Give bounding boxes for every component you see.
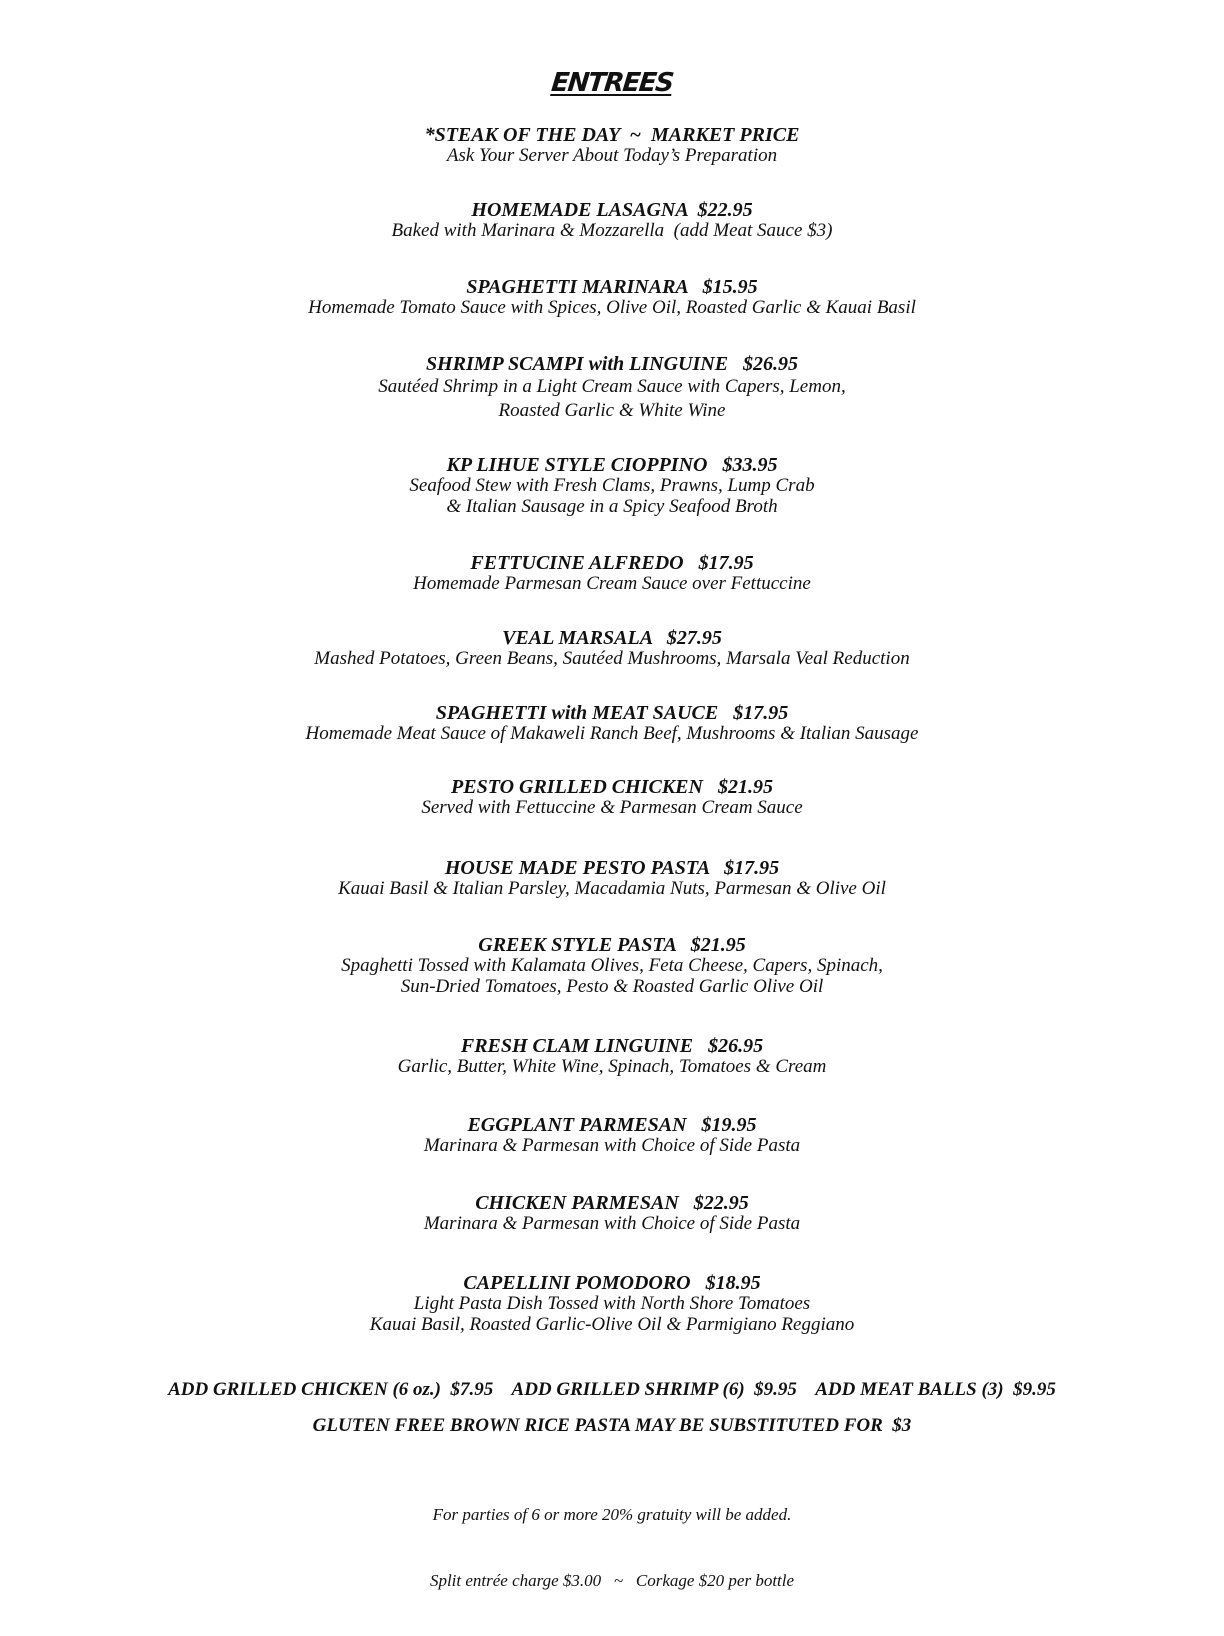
item-name: VEAL MARSALA $27.95 [502, 627, 722, 649]
menu-item-pesto-chicken [0, 777, 1224, 818]
item-name: HOMEMADE LASAGNA $22.95 [471, 199, 753, 221]
item-description: Light Pasta Dish Tossed with North Shore Tomatoes [413, 1293, 811, 1314]
menu-item-chicken-parmesan [0, 1193, 1224, 1234]
item-name: HOUSE MADE PESTO PASTA $17.95 [444, 857, 780, 879]
menu-item-veal-marsala [0, 628, 1224, 669]
item-description: Homemade Tomato Sauce with Spices, Olive Oil, Roasted Garlic & Kauai Basil [308, 297, 916, 318]
item-description: & Italian Sausage in a Spicy Seafood Broth [446, 496, 778, 517]
menu-item-greek-pasta [0, 935, 1224, 997]
item-description: Sautéed Shrimp in a Light Cream Sauce with Capers, Lemon, [378, 376, 846, 397]
item-name: KP LIHUE STYLE CIOPPINO $33.95 [446, 454, 778, 476]
split-corkage-note: Split entrée charge $3.00 ~ Corkage $20 per bottle [429, 1571, 795, 1590]
item-name: CAPELLINI POMODORO $18.95 [463, 1272, 761, 1294]
menu-item-spaghetti-meat-sauce [0, 703, 1224, 744]
item-name: SPAGHETTI MARINARA $15.95 [466, 276, 758, 298]
add-ons-line: ADD GRILLED CHICKEN (6 oz.) $7.95 ADD GRILLED SHRIMP (6) $9.95 ADD MEAT BALLS (3) $9.95 [168, 1379, 1056, 1400]
menu-item-eggplant-parmesan [0, 1115, 1224, 1156]
menu-item-clam-linguine [0, 1036, 1224, 1077]
item-name: GREEK STYLE PASTA $21.95 [478, 934, 746, 956]
item-description: Marinara & Parmesan with Choice of Side Pasta [423, 1213, 801, 1234]
item-description: Mashed Potatoes, Green Beans, Sautéed Mushrooms, Marsala Veal Reduction [314, 648, 910, 669]
item-description: Garlic, Butter, White Wine, Spinach, Tomatoes & Cream [397, 1056, 827, 1077]
item-name: EGGPLANT PARMESAN $19.95 [467, 1114, 757, 1136]
item-description: Ask Your Server About Today’s Preparation [446, 145, 778, 166]
menu-item-cioppino [0, 455, 1224, 517]
item-description: Marinara & Parmesan with Choice of Side Pasta [423, 1135, 801, 1156]
item-description: Homemade Parmesan Cream Sauce over Fettuccine [413, 573, 811, 594]
item-description: Roasted Garlic & White Wine [498, 400, 726, 421]
menu-item-fettucine-alfredo [0, 553, 1224, 594]
item-description: Sun-Dried Tomatoes, Pesto & Roasted Garlic Olive Oil [400, 976, 824, 997]
item-description: Homemade Meat Sauce of Makaweli Ranch Beef, Mushrooms & Italian Sausage [305, 723, 919, 744]
item-description: Kauai Basil & Italian Parsley, Macadamia Nuts, Parmesan & Olive Oil [338, 878, 886, 899]
item-description: Spaghetti Tossed with Kalamata Olives, Feta Cheese, Capers, Spinach, [341, 955, 883, 976]
item-name: *STEAK OF THE DAY ~ MARKET PRICE [424, 124, 800, 146]
menu-item-capellini-pomodoro [0, 1273, 1224, 1335]
item-description: Kauai Basil, Roasted Garlic-Olive Oil & Parmigiano Reggiano [369, 1314, 855, 1335]
menu-item-shrimp-scampi [0, 354, 1224, 421]
menu-title: ENTREES [549, 68, 675, 98]
item-description: Served with Fettuccine & Parmesan Cream Sauce [421, 797, 803, 818]
item-description: Baked with Marinara & Mozzarella (add Meat Sauce $3) [391, 220, 833, 241]
menu-item-steak [0, 125, 1224, 166]
item-description: Seafood Stew with Fresh Clams, Prawns, Lump Crab [409, 475, 815, 496]
item-name: FETTUCINE ALFREDO $17.95 [470, 552, 754, 574]
menu-item-pesto-pasta [0, 858, 1224, 899]
item-name: CHICKEN PARMESAN $22.95 [475, 1192, 749, 1214]
menu-item-lasagna [0, 200, 1224, 241]
menu-item-spaghetti-marinara [0, 277, 1224, 318]
item-name: FRESH CLAM LINGUINE $26.95 [460, 1035, 764, 1057]
gratuity-note: For parties of 6 or more 20% gratuity will be added. [432, 1505, 792, 1524]
gluten-free-note: GLUTEN FREE BROWN RICE PASTA MAY BE SUBSTITUTED FOR $3 [312, 1415, 912, 1436]
item-name: SPAGHETTI with MEAT SAUCE $17.95 [435, 702, 789, 724]
footer-notes [0, 1460, 1224, 1636]
item-name: SHRIMP SCAMPI with LINGUINE $26.95 [425, 353, 799, 375]
item-name: PESTO GRILLED CHICKEN $21.95 [451, 776, 773, 798]
